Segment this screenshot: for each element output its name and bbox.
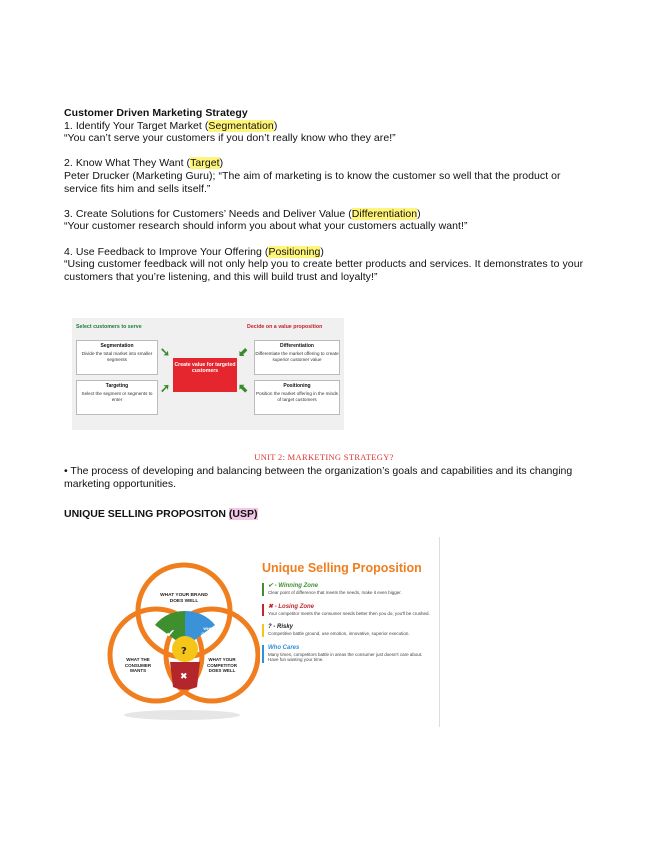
usp-item-head: ? - Risky	[268, 624, 294, 631]
segmentation-body: Divide the total market into smaller segments	[81, 350, 153, 362]
usp-item-body: Many times, competitors battle in areas the consumer just doesn't care about. Have fun wasting your time.	[268, 651, 423, 663]
step-3-quote: “Your customer research should inform you about what your customers actually want!”	[64, 220, 468, 233]
usp-item-body: Clear point of difference that meets the needs, make it even bigger.	[268, 590, 402, 595]
step-4-quote: “Using customer feedback will not only help you to create better products and services. It demonstrates to your customers that you’re listening, and this will build trust and loyalty!”	[64, 258, 584, 283]
usp-item-risky	[262, 624, 432, 637]
create-value-box: Create value for targeted customers	[173, 358, 237, 392]
arrow-up-right-icon: ➚	[160, 381, 171, 395]
step-3-close: )	[417, 207, 421, 220]
usp-item-body: Your competitor meets the consumer needs better then you do, you'll be crushed.	[268, 610, 430, 616]
usp-item-losing	[262, 604, 432, 617]
step-4-tag: Positioning	[268, 245, 321, 258]
differentiation-title: Differentiation	[280, 343, 314, 349]
usp-heading-text: UNIQUE SELLING PROPOSITON	[64, 508, 229, 520]
step-1-quote: “You can’t serve your customers if you don’t really know who they are!”	[64, 132, 396, 145]
arrow-up-left-icon: ⬉	[238, 381, 249, 395]
step-3	[64, 208, 594, 221]
usp-divider	[439, 537, 440, 727]
usp-heading-tag: (USP)	[228, 508, 258, 520]
usp-item-who-cares	[262, 645, 432, 663]
usp-legend	[262, 561, 432, 671]
strategy-title: Customer Driven Marketing Strategy	[64, 107, 248, 119]
step-2-label: 2. Know What They Want (	[64, 157, 191, 170]
step-1	[64, 120, 594, 133]
question-icon: ?	[181, 646, 187, 657]
positioning-box	[254, 380, 340, 415]
arrow-down-left-icon: ⬋	[238, 345, 249, 359]
step-1-tag: Segmentation	[208, 119, 274, 132]
differentiation-body: Differentiate the market offering to create superior customer value	[255, 350, 339, 362]
usp-figure	[100, 537, 440, 727]
usp-venn-diagram	[100, 537, 260, 727]
step-1-close: )	[273, 119, 278, 132]
diagram-right-header: Decide on a value proposition	[247, 324, 323, 330]
checkmark-icon: ✔	[166, 627, 176, 640]
venn-consumer-label: WHAT THE CONSUMER WANTS	[124, 657, 152, 674]
step-4-close: )	[320, 245, 324, 258]
cross-icon: ✖	[180, 672, 188, 682]
arrow-down-right-icon: ➘	[160, 345, 171, 359]
usp-heading	[64, 508, 258, 520]
venn-who-label: WHO CARES	[201, 627, 215, 636]
step-3-label: 3. Create Solutions for Customers’ Needs and Deliver Value (	[64, 207, 352, 220]
venn-competitor-label: WHAT YOUR COMPETITOR DOES WELL	[207, 657, 237, 674]
positioning-title: Positioning	[283, 383, 311, 389]
step-3-tag: Differentiation	[351, 207, 418, 220]
targeting-body: Select the segment or segments to enter	[81, 390, 153, 402]
venn-shadow	[124, 710, 240, 720]
usp-title: Unique Selling Proposition	[262, 561, 422, 575]
step-1-label: 1. Identify Your Target Market (	[64, 119, 209, 132]
definition-bullet: • The process of developing and balancing between the organization’s goals and capabilities and its changing marketing opportunities.	[64, 465, 573, 490]
step-4-label: 4. Use Feedback to Improve Your Offering (	[64, 245, 269, 258]
step-2	[64, 157, 594, 170]
targeting-title: Targeting	[105, 383, 129, 389]
usp-item-head: ✖ - Losing Zone	[268, 603, 315, 610]
marketing-strategy-diagram	[72, 318, 344, 430]
usp-item-head: Who Cares	[268, 644, 300, 651]
step-2-tag: Target	[190, 157, 220, 170]
diagram-left-header: Select customers to serve	[76, 324, 142, 330]
positioning-body: Position the market offering in the minds of target customers	[256, 390, 338, 402]
venn-brand-label: WHAT YOUR BRAND DOES WELL	[160, 593, 208, 604]
usp-item-body: Competitive battle ground, use emotion, innovative, superior execution.	[268, 631, 410, 637]
unit-heading: UNIT 2: MARKETING STRATEGY?	[254, 452, 394, 462]
segmentation-title: Segmentation	[100, 343, 134, 349]
differentiation-box	[254, 340, 340, 375]
step-4	[64, 246, 594, 259]
strategy-section	[64, 107, 594, 283]
step-2-quote: Peter Drucker (Marketing Guru); “The aim of marketing is to know the customer so well that the product or service fits him and sells itself.”	[64, 169, 561, 195]
step-2-close: )	[219, 157, 224, 170]
usp-item-head: ✔ - Winning Zone	[268, 583, 318, 589]
segmentation-box	[76, 340, 158, 375]
usp-item-winning	[262, 583, 432, 596]
targeting-box	[76, 380, 158, 415]
